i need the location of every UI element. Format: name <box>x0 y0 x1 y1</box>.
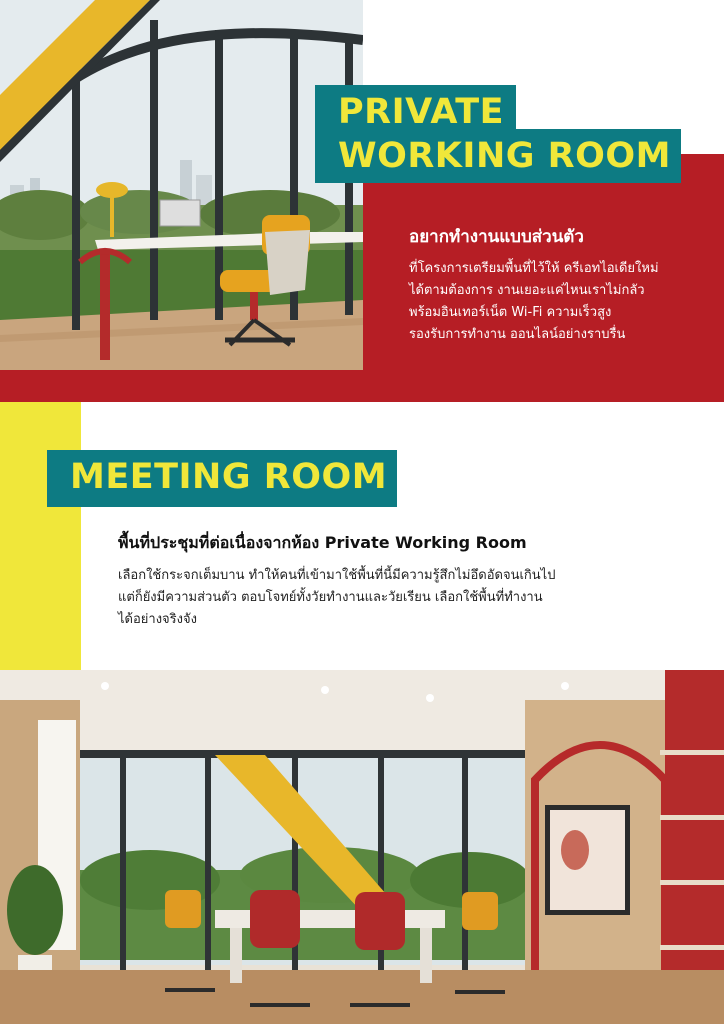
private-body-line: พร้อมอินเทอร์เน็ต Wi-Fi ความเร็วสูง <box>409 305 612 320</box>
yellow-accent-strip <box>0 402 81 670</box>
meeting-title: MEETING ROOM <box>70 457 388 497</box>
meeting-heading: พื้นที่ประชุมที่ต่อเนื่องจากห้อง Private Working Room <box>118 533 527 552</box>
meeting-body-line: ได้อย่างจริงจัง <box>118 612 197 627</box>
private-working-room-photo <box>0 0 363 370</box>
private-title-line2: WORKING ROOM <box>338 136 671 176</box>
private-heading: อยากทำงานแบบส่วนตัว <box>409 227 584 247</box>
private-body <box>409 258 709 346</box>
red-divider-band <box>0 370 724 402</box>
private-title-line1: PRIVATE <box>338 92 504 132</box>
meeting-body-line: เลือกใช้กระจกเต็มบาน ทำให้คนที่เข้ามาใช้พื้นที่นี้มีความรู้สึกไม่อึดอัดจนเกินไป <box>118 568 556 583</box>
private-body-line: ที่โครงการเตรียมพื้นที่ไว้ให้ ครีเอทไอเดียใหม่ <box>409 261 659 276</box>
meeting-room-photo <box>0 670 724 1024</box>
private-body-line: ได้ตามต้องการ งานเยอะแค่ไหนเราไม่กลัว <box>409 283 645 298</box>
private-body-line: รองรับการทำงาน ออนไลน์อย่างราบรื่น <box>409 327 626 342</box>
meeting-body <box>118 565 618 631</box>
meeting-body-line: แต่ก็ยังมีความส่วนตัว ตอบโจทย์ทั้งวัยทำงานและวัยเรียน เลือกใช้พื้นที่ทำงาน <box>118 590 543 605</box>
